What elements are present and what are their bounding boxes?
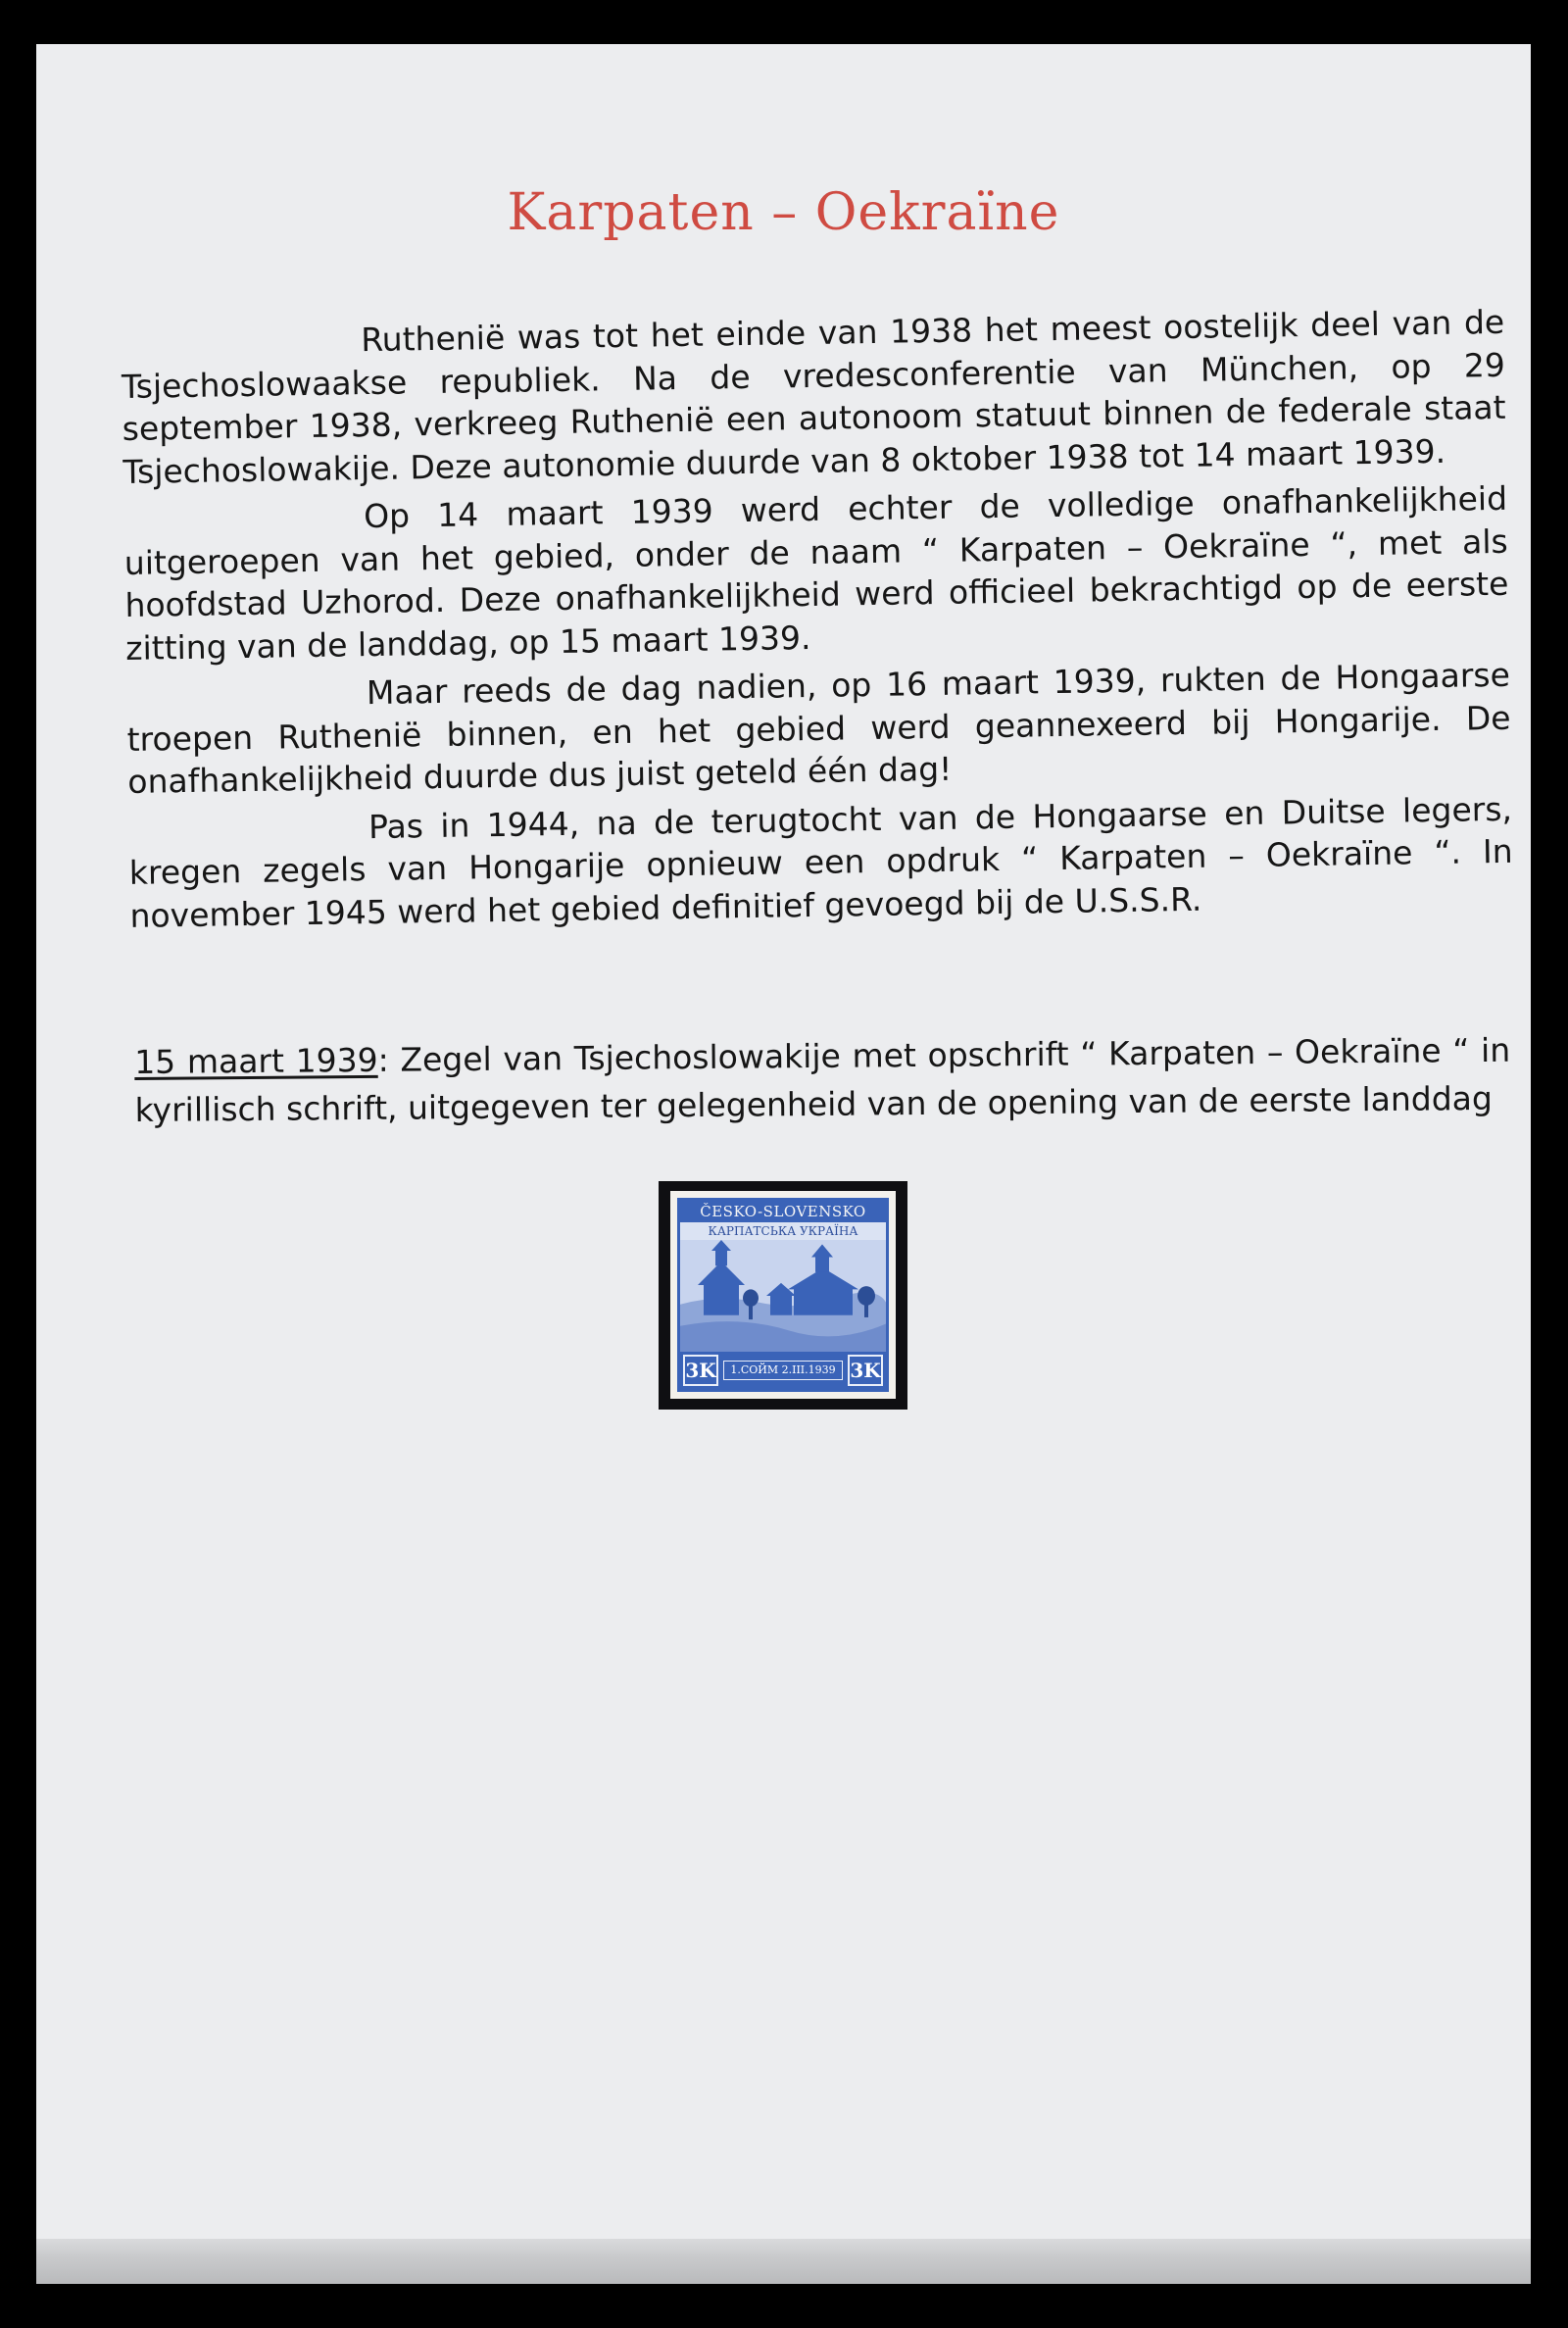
- stamp-mount: [659, 1181, 907, 1410]
- stamp-value-left: 3K: [683, 1355, 718, 1386]
- stamp-footer: [680, 1352, 886, 1389]
- stamp-cyrillic-inscription: КАРПАТСЬКА УКРАЇНА: [680, 1222, 886, 1240]
- stamp-date-text: 1.СОЙМ 2.III.1939: [723, 1361, 843, 1380]
- stamp-design: [677, 1198, 889, 1392]
- intro-text: [121, 301, 1514, 943]
- paragraph-2: Op 14 maart 1939 werd echter de volledige onafhankelijkheid uitgeroepen van het gebied, onder de naam “ Karpaten – Oekraïne “, met als hoofdstad Uzhorod. Deze onafhankelijkheid werd officieel bekrachtigd op de eerste zitting van de landdag, op 15 maart 1939.: [123, 478, 1509, 668]
- album-page: [36, 44, 1531, 2284]
- paragraph-4: Pas in 1944, na de terugtocht van de Hongaarse en Duitse legers, kregen zegels van Hongarije opnieuw een opdruk “ Karpaten – Oekraïne “. In november 1945 werd het gebied definitief gevoegd bij de U.S.S.R.: [128, 789, 1513, 935]
- caption-date: 15 maart 1939: [134, 1040, 378, 1081]
- paragraph-1: Ruthenië was tot het einde van 1938 het meest oostelijk deel van de Tsjechoslowaakse republiek. Na de vredesconferentie van München, op 29 september 1938, verkreeg Ruthenië een autonoom statuut binnen de federale staat Tsjechoslowakije. Deze autonomie duurde van 8 oktober 1938 tot 14 maart 1939.: [121, 302, 1506, 491]
- page-title: Karpaten – Oekraïne: [507, 183, 1060, 242]
- postage-stamp: [670, 1191, 896, 1399]
- stamp-country-name: ČESKO-SLOVENSKO: [680, 1201, 886, 1222]
- sleeve-edge: [36, 2239, 1531, 2284]
- paragraph-3: Maar reeds de dag nadien, op 16 maart 1939, rukten de Hongaarse troepen Ruthenië binnen, en het gebied werd geannexeerd bij Hongarije. De onafhankelijkheid duurde dus juist geteld één dag!: [126, 655, 1511, 801]
- stamp-value-right: 3K: [848, 1355, 883, 1386]
- caption-text: : Zegel van Tsjechoslowakije met opschrift “ Karpaten – Oekraïne “ in kyrillisch schrift, uitgegeven ter gelegenheid van de opening van de eerste landdag: [134, 1030, 1511, 1129]
- stamp-caption: [134, 1026, 1511, 1134]
- stamp-church-scene-image: [680, 1240, 886, 1352]
